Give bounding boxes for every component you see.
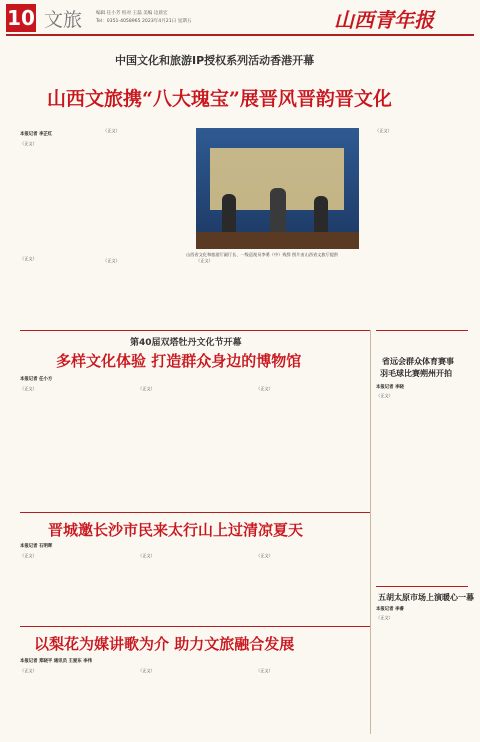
lihua-byline: 本报记者 郑晓平 通讯员 王爱东 李伟 [20,659,92,664]
header-meta-line2: Tel：0351-4058965 2023年4月21日 星期五 [96,19,192,24]
divider-right-bottom [376,586,468,587]
header-rule [6,34,474,36]
right-mid-headline2: 羽毛球比赛朔州开拍 [380,369,452,378]
right-column-rule [370,330,371,734]
museum-byline: 本报记者 任小方 [20,377,53,382]
museum-col2: （正文） [138,386,155,391]
lihua-col2: （正文） [138,668,155,673]
lead-below3: （正文） [196,258,213,263]
right-mid-headline1: 省远会群众体育赛事 [382,357,454,366]
jincheng-col2: （正文） [138,553,155,558]
masthead: 山西青年报 [334,8,434,32]
lihua-headline: 以梨花为媒讲歌为介 助力文旅融合发展 [34,635,295,653]
right-bottom-headline: 五胡太原市场上演暖心一幕 [378,593,474,602]
right-mid-byline: 本报记者 李晓 [376,385,404,390]
divider-museum [20,330,370,331]
page-number: 10 [7,6,35,30]
lead-below2: （正文） [103,258,120,263]
jincheng-col3: （正文） [256,553,273,558]
divider-jincheng [20,512,370,513]
jincheng-byline: 本报记者 石明晖 [20,544,53,549]
right-bottom-col: （正文） [376,615,393,620]
header-meta-line1: 编辑 任小芳 校对 王磊 美编 边晨宏 [96,11,168,16]
section-title: 文旅 [44,9,83,31]
right-mid-col: （正文） [376,393,393,398]
museum-headline: 多样文化体验 打造群众身边的博物馆 [56,352,302,370]
museum-kicker: 第40届双塔牡丹文化节开幕 [130,338,242,348]
lead-photo-caption: 山西省文化和旅游厅副厅长、一级巡视员李勇（中）致辞 图片由山西省文旅厅提供 [186,252,339,257]
lead-below1: （正文） [20,256,37,261]
lead-col2: （正文） [103,128,120,133]
right-bottom-byline: 本报记者 李睿 [376,607,404,612]
divider-right-mid [376,330,468,331]
lead-col1: （正文） [20,141,37,146]
lead-kicker: 中国文化和旅游IP授权系列活动香港开幕 [115,54,315,67]
museum-col3: （正文） [256,386,273,391]
lead-headline: 山西文旅携“八大瑰宝”展晋风晋韵晋文化 [47,88,392,110]
lihua-col1: （正文） [20,668,37,673]
lead-photo [196,128,359,249]
jincheng-headline: 晋城邀长沙市民来太行山上过清凉夏天 [48,521,304,539]
lead-byline: 本报记者 李芷红 [20,132,53,137]
lihua-col3: （正文） [256,668,273,673]
divider-lihua [20,626,370,627]
lead-col3: （正文） [375,128,392,133]
museum-col1: （正文） [20,386,37,391]
jincheng-col1: （正文） [20,553,37,558]
